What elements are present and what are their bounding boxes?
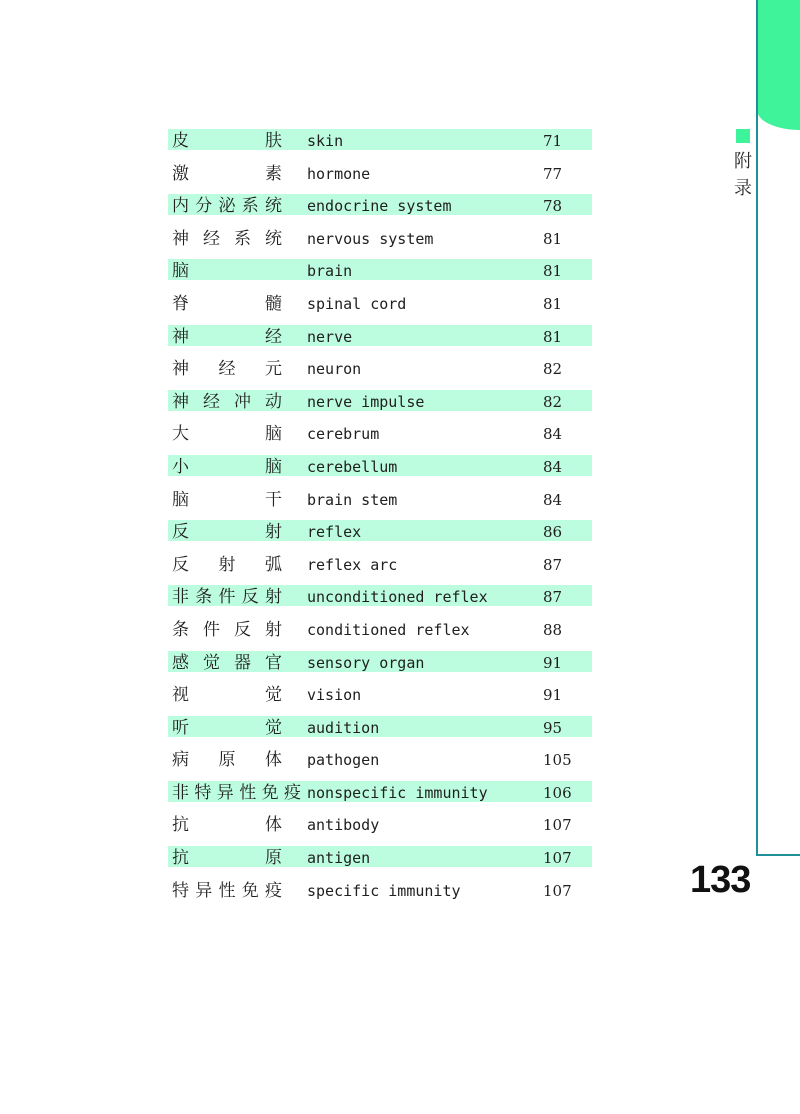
index-row [168, 650, 592, 683]
english-term: sensory organ [307, 653, 425, 672]
chinese-term: 视 觉 [172, 685, 282, 706]
english-term: conditioned reflex [307, 620, 470, 639]
index-row [168, 780, 592, 813]
chinese-term: 听 觉 [172, 717, 282, 738]
page-reference: 84 [543, 425, 563, 444]
page-number: 133 [690, 859, 751, 901]
glossary-index [168, 128, 592, 910]
english-term: neuron [307, 360, 362, 379]
english-term: skin [307, 132, 344, 150]
chinese-term: 神 经 元 [172, 359, 282, 380]
page-number-rule [756, 854, 800, 856]
page-reference: 88 [543, 620, 563, 639]
index-row [168, 258, 592, 291]
english-term: antibody [307, 816, 380, 835]
chinese-term: 抗 体 [172, 815, 282, 836]
chinese-term: 非 特 异 性 免 疫 [172, 782, 302, 803]
english-term: cerebellum [307, 457, 398, 476]
index-row [168, 389, 592, 422]
index-row [168, 291, 592, 324]
index-row [168, 747, 592, 780]
english-term: brain stem [307, 490, 398, 509]
index-row [168, 552, 592, 585]
index-row [168, 715, 592, 748]
page-reference: 106 [543, 783, 572, 802]
chinese-term: 神 经 系 统 [172, 228, 282, 249]
index-row [168, 128, 592, 161]
index-row [168, 845, 592, 878]
chinese-term: 神 经 [172, 326, 282, 347]
english-term: nerve [307, 327, 353, 346]
chinese-term: 大 脑 [172, 424, 282, 445]
chinese-term: 内 分 泌 系 统 [172, 196, 282, 217]
page-reference: 82 [543, 392, 563, 411]
english-term: cerebrum [307, 425, 380, 444]
english-term: endocrine system [307, 197, 452, 216]
page-reference: 105 [543, 751, 572, 770]
chinese-term: 脊 髓 [172, 293, 282, 314]
page-reference: 81 [543, 327, 563, 346]
chinese-term: 反 射 [172, 522, 282, 543]
index-row [168, 584, 592, 617]
page-reference: 82 [543, 360, 563, 379]
english-term: nonspecific immunity [307, 783, 488, 802]
page-reference: 81 [543, 262, 563, 281]
english-term: brain [307, 262, 353, 281]
english-term: unconditioned reflex [307, 588, 488, 607]
page-reference: 84 [543, 490, 563, 509]
english-term: vision [307, 686, 362, 705]
index-row [168, 421, 592, 454]
index-row [168, 193, 592, 226]
chinese-term: 病 原 体 [172, 750, 282, 771]
chinese-term: 特 异 性 免 疫 [172, 880, 282, 901]
chapter-tab-accent [757, 0, 800, 130]
chinese-term: 条 件 反 射 [172, 619, 282, 640]
index-row [168, 812, 592, 845]
page-reference: 77 [543, 164, 563, 183]
section-label: 附录 [734, 151, 752, 199]
english-term: specific immunity [307, 881, 461, 900]
index-row [168, 356, 592, 389]
index-row [168, 682, 592, 715]
chinese-term: 皮 肤 [172, 131, 282, 151]
page-reference: 71 [543, 132, 563, 150]
margin-rule [756, 0, 758, 855]
page-reference: 78 [543, 197, 563, 216]
page-reference: 87 [543, 555, 563, 574]
page-reference: 95 [543, 718, 563, 737]
page-reference: 91 [543, 653, 563, 672]
index-row [168, 324, 592, 357]
english-term: reflex arc [307, 555, 398, 574]
chinese-term: 神 经 冲 动 [172, 391, 282, 412]
index-row [168, 454, 592, 487]
page-reference: 107 [543, 816, 572, 835]
page-reference: 86 [543, 523, 563, 542]
page-reference: 107 [543, 849, 572, 868]
page-reference: 81 [543, 229, 563, 248]
english-term: pathogen [307, 751, 380, 770]
page-reference: 91 [543, 686, 563, 705]
chinese-term: 感 觉 器 官 [172, 652, 282, 673]
index-row [168, 617, 592, 650]
index-row [168, 878, 592, 911]
chinese-term: 抗 原 [172, 848, 282, 869]
chinese-term: 非 条 件 反 射 [172, 587, 282, 608]
english-term: hormone [307, 164, 371, 183]
page-reference: 87 [543, 588, 563, 607]
chinese-term: 激 素 [172, 163, 282, 184]
index-row [168, 519, 592, 552]
english-term: nervous system [307, 229, 434, 248]
index-row [168, 226, 592, 259]
chinese-term: 脑 干 [172, 489, 282, 510]
index-row [168, 161, 592, 194]
page-reference: 107 [543, 881, 572, 900]
english-term: audition [307, 718, 380, 737]
chinese-term: 小 脑 [172, 456, 282, 477]
chinese-term: 反 射 弧 [172, 554, 282, 575]
english-term: antigen [307, 849, 371, 868]
english-term: spinal cord [307, 294, 407, 313]
chinese-term: 脑 [172, 261, 189, 282]
page-reference: 84 [543, 457, 563, 476]
english-term: nerve impulse [307, 392, 425, 411]
section-marker [736, 129, 750, 143]
page-reference: 81 [543, 294, 563, 313]
index-row [168, 487, 592, 520]
english-term: reflex [307, 523, 362, 542]
